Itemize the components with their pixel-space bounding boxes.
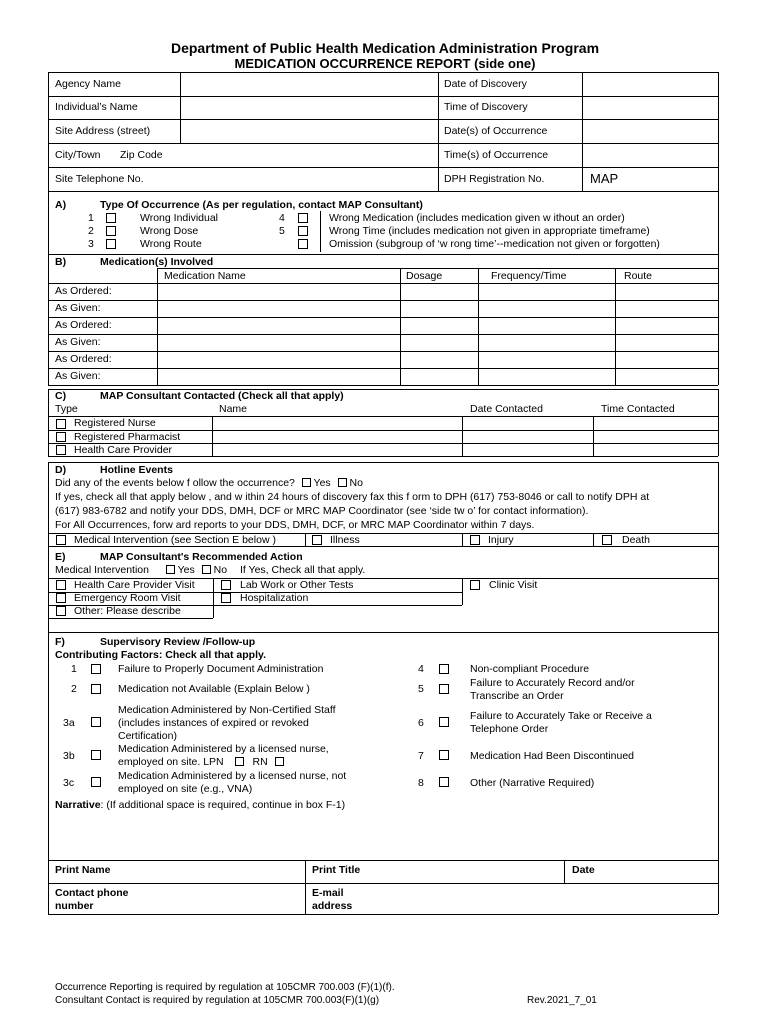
time-of-discovery-label: Time of Discovery [444, 101, 528, 113]
hotline-question-text: Did any of the events below f ollow the occurrence? [55, 477, 295, 489]
rn-option-label: RN [252, 756, 268, 768]
occurrence-1-label: Wrong Individual [140, 212, 219, 224]
narrative-field[interactable] [50, 814, 716, 858]
illness-label: Illness [330, 534, 360, 546]
occurrence-4-label: Wrong Medication (includes medication given w ithout an order) [329, 212, 625, 224]
clinic-visit-checkbox[interactable] [470, 580, 480, 590]
map-label: MAP [590, 171, 619, 186]
death-label: Death [622, 534, 651, 546]
contact-number-label: number [55, 900, 94, 912]
print-name-label: Print Name [55, 864, 111, 876]
hotline-instruction-1: If yes, check all that apply below , and w ithin 24 hours of discovery fax this f orm to DPH (617) 753-8046 or call to notify DPH at [55, 491, 650, 503]
city-town-label: City/Town [55, 149, 101, 161]
clinic-visit-label: Clinic Visit [489, 579, 538, 591]
med2-as-given: As Given: [55, 336, 101, 348]
hotline-yes-label: Yes [313, 477, 331, 489]
email-label: E-mail [312, 887, 344, 899]
medical-intervention-label: Medical Intervention (see Section E below ) [74, 534, 276, 546]
occurrence-omission-checkbox[interactable] [298, 239, 308, 249]
email-address-label: address [312, 900, 353, 912]
factor-7-checkbox[interactable] [439, 750, 449, 760]
hcp-visit-label: Health Care Provider Visit [74, 579, 195, 591]
factor-4-checkbox[interactable] [439, 664, 449, 674]
factor-7-label: Medication Had Been Discontinued [470, 750, 635, 762]
col-route: Route [624, 270, 653, 282]
contributing-factors: Contributing Factors: Check all that apply. [55, 649, 266, 661]
footer-regulation-2: Consultant Contact is required by regulation at 105CMR 700.003(F)(1)(g) [55, 995, 380, 1006]
factor-1-num: 1 [71, 663, 77, 675]
medical-intervention-text: Medical Intervention [55, 564, 149, 576]
col-dosage: Dosage [406, 270, 443, 282]
date-label: Date [572, 864, 595, 876]
factor-3a-line-1: Medication Administered by Non-Certified Staff [118, 704, 336, 716]
col-type: Type [55, 403, 78, 415]
col-date-contacted: Date Contacted [470, 403, 543, 415]
print-title-field[interactable] [380, 861, 563, 882]
dph-registration-label: DPH Registration No. [444, 173, 545, 185]
er-visit-checkbox[interactable] [56, 593, 66, 603]
factor-3a-line-2: (includes instances of expired or revoked [118, 717, 309, 729]
med2-as-ordered: As Ordered: [55, 319, 112, 331]
rn-checkbox[interactable] [56, 419, 66, 429]
occurrence-4-checkbox[interactable] [298, 213, 308, 223]
factor-3b-employed: employed on site. LPN [118, 756, 224, 768]
factor-8-checkbox[interactable] [439, 777, 449, 787]
section-d-letter: D) [55, 464, 67, 476]
agency-name-label: Agency Name [55, 78, 121, 90]
med-int-yes-label: Yes [177, 564, 195, 576]
narrative-row [55, 800, 345, 812]
dph-registration-field[interactable] [620, 168, 717, 190]
col-name: Name [219, 403, 248, 415]
factor-3c-num: 3c [63, 777, 75, 789]
print-title-label: Print Title [312, 864, 361, 876]
section-e-title: MAP Consultant's Recommended Action [100, 551, 303, 563]
factor-5-line-1: Failure to Accurately Record and/or [470, 677, 635, 689]
pharmacist-checkbox[interactable] [56, 432, 66, 442]
section-b-letter: B) [55, 256, 67, 268]
hcp-label: Health Care Provider [74, 444, 173, 456]
individual-name-label: Individual’s Name [55, 101, 138, 113]
times-of-occurrence-field[interactable] [583, 144, 717, 166]
factor-3a-checkbox[interactable] [91, 717, 101, 727]
death-checkbox[interactable] [602, 535, 612, 545]
revision-label: Rev.2021_7_01 [527, 995, 597, 1006]
occurrence-3-checkbox[interactable] [106, 239, 116, 249]
hotline-instruction-3: For All Occurrences, forw ard reports to your DDS, DMH, DCF, or MRC MAP Coordinator within 7 days. [55, 519, 535, 531]
factor-3a-line-3: Certification) [118, 730, 177, 742]
col-frequency: Frequency/Time [491, 270, 567, 282]
factor-8-label: Other (Narrative Required) [470, 777, 595, 789]
date-of-discovery-field[interactable] [583, 73, 717, 95]
occurrence-omission-label: Omission (subgroup of ‘w rong time’--medication not given or forgotten) [329, 238, 660, 250]
factor-5-checkbox[interactable] [439, 684, 449, 694]
occurrence-2-label: Wrong Dose [140, 225, 199, 237]
factor-7-num: 7 [418, 750, 424, 762]
print-name-field[interactable] [130, 861, 304, 882]
time-of-discovery-field[interactable] [583, 97, 717, 118]
injury-label: Injury [488, 534, 514, 546]
factor-2-checkbox[interactable] [91, 684, 101, 694]
form-subtitle: MEDICATION OCCURRENCE REPORT (side one) [234, 56, 536, 71]
illness-checkbox[interactable] [312, 535, 322, 545]
form-title: Department of Public Health Medication Administration Program [170, 40, 600, 56]
hotline-question [55, 478, 363, 490]
lab-work-checkbox[interactable] [221, 580, 231, 590]
section-d-title: Hotline Events [100, 464, 173, 476]
rn-label: Registered Nurse [74, 417, 156, 429]
contact-phone-field[interactable] [140, 884, 304, 913]
factor-3c-line-1: Medication Administered by a licensed nurse, not [118, 770, 347, 782]
pharmacist-label: Registered Pharmacist [74, 431, 181, 443]
factor-2-num: 2 [71, 683, 77, 695]
occurrence-5-checkbox[interactable] [298, 226, 308, 236]
dates-of-occurrence-label: Date(s) of Occurrence [444, 125, 548, 137]
factor-3a-num: 3a [63, 717, 75, 729]
city-zip-field[interactable] [181, 144, 437, 166]
hospitalization-checkbox[interactable] [221, 593, 231, 603]
section-a-letter: A) [55, 199, 67, 211]
email-field[interactable] [360, 884, 717, 913]
narrative-instruction: : (If additional space is required, continue in box F-1) [100, 799, 346, 811]
factor-5-line-2: Transcribe an Order [470, 690, 564, 702]
occurrence-3-label: Wrong Route [140, 238, 202, 250]
hotline-yes-checkbox[interactable] [302, 478, 311, 487]
medical-intervention-checkbox[interactable] [56, 535, 66, 545]
factor-3b-line-2 [118, 757, 284, 769]
occurrence-5-num: 5 [279, 225, 285, 237]
med1-as-ordered: As Ordered: [55, 285, 112, 297]
factor-3c-checkbox[interactable] [91, 777, 101, 787]
site-telephone-label: Site Telephone No. [55, 173, 144, 185]
factor-3c-line-2: employed on site (e.g., VNA) [118, 783, 253, 795]
med-int-no-label: No [213, 564, 228, 576]
date-field[interactable] [605, 861, 717, 882]
other-checkbox[interactable] [56, 606, 66, 616]
factor-1-label: Failure to Properly Document Administration [118, 663, 324, 675]
occurrence-5-label: Wrong Time (includes medication not given in appropriate timeframe) [329, 225, 650, 237]
times-of-occurrence-label: Time(s) of Occurrence [444, 149, 549, 161]
hcp-checkbox[interactable] [56, 445, 66, 455]
med-int-no-checkbox[interactable] [202, 565, 211, 574]
site-address-field[interactable] [181, 120, 437, 142]
site-address-label: Site Address (street) [55, 125, 151, 137]
other-label: Other: Please describe [74, 605, 181, 617]
occurrence-2-num: 2 [88, 225, 94, 237]
factor-3b-line-1: Medication Administered by a licensed nurse, [118, 743, 329, 755]
section-a-title: Type Of Occurrence (As per regulation, contact MAP Consultant) [100, 199, 423, 211]
lab-work-label: Lab Work or Other Tests [240, 579, 354, 591]
hospitalization-label: Hospitalization [240, 592, 309, 604]
factor-6-line-2: Telephone Order [470, 723, 549, 735]
hcp-visit-checkbox[interactable] [56, 580, 66, 590]
site-telephone-field[interactable] [181, 168, 437, 190]
occurrence-3-num: 3 [88, 238, 94, 250]
factor-3b-checkbox[interactable] [91, 750, 101, 760]
factor-6-num: 6 [418, 717, 424, 729]
factor-4-label: Non-compliant Procedure [470, 663, 590, 675]
section-f-title: Supervisory Review /Follow-up [100, 636, 256, 648]
occurrence-2-checkbox[interactable] [106, 226, 116, 236]
footer-regulation-1: Occurrence Reporting is required by regulation at 105CMR 700.003 (F)(1)(f). [55, 982, 395, 993]
factor-5-num: 5 [418, 683, 424, 695]
er-visit-label: Emergency Room Visit [74, 592, 181, 604]
dates-of-occurrence-field[interactable] [583, 120, 717, 142]
section-b-title: Medication(s) Involved [100, 256, 214, 268]
individual-name-field[interactable] [181, 97, 437, 118]
factor-8-num: 8 [418, 777, 424, 789]
factor-6-checkbox[interactable] [439, 717, 449, 727]
med3-as-ordered: As Ordered: [55, 353, 112, 365]
hotline-no-label: No [349, 477, 363, 489]
med-int-yes-checkbox[interactable] [166, 565, 175, 574]
date-of-discovery-label: Date of Discovery [444, 78, 527, 90]
factor-1-checkbox[interactable] [91, 664, 101, 674]
med1-name-field[interactable] [158, 284, 399, 317]
factor-2-label: Medication not Available (Explain Below ) [118, 683, 310, 695]
agency-name-field[interactable] [181, 73, 437, 95]
section-c-letter: C) [55, 390, 67, 402]
factor-3b-num: 3b [63, 750, 75, 762]
hotline-instruction-2: (617) 983-6782 and notify your DDS, DMH, DCF or MRC MAP Coordinator (see ‘side tw o’ for contact information). [55, 505, 589, 517]
contact-phone-label: Contact phone [55, 887, 129, 899]
if-yes-text: If Yes, Check all that apply. [239, 564, 366, 576]
rn-option-checkbox[interactable] [275, 757, 284, 766]
factor-4-num: 4 [418, 663, 424, 675]
col-time-contacted: Time Contacted [601, 403, 675, 415]
zip-code-label: Zip Code [120, 149, 163, 161]
occurrence-1-num: 1 [88, 212, 94, 224]
med1-as-given: As Given: [55, 302, 101, 314]
lpn-checkbox[interactable] [235, 757, 244, 766]
factor-6-line-1: Failure to Accurately Take or Receive a [470, 710, 652, 722]
med3-name-field[interactable] [158, 352, 399, 385]
col-medication-name: Medication Name [164, 270, 246, 282]
occurrence-4-num: 4 [279, 212, 285, 224]
section-c-title: MAP Consultant Contacted (Check all that apply) [100, 390, 344, 402]
injury-checkbox[interactable] [470, 535, 480, 545]
narrative-label: Narrative [55, 799, 101, 811]
med2-name-field[interactable] [158, 318, 399, 351]
occurrence-1-checkbox[interactable] [106, 213, 116, 223]
medical-intervention-row [55, 565, 365, 577]
hotline-no-checkbox[interactable] [338, 478, 347, 487]
section-e-letter: E) [55, 551, 66, 563]
med3-as-given: As Given: [55, 370, 101, 382]
section-f-letter: F) [55, 636, 65, 648]
